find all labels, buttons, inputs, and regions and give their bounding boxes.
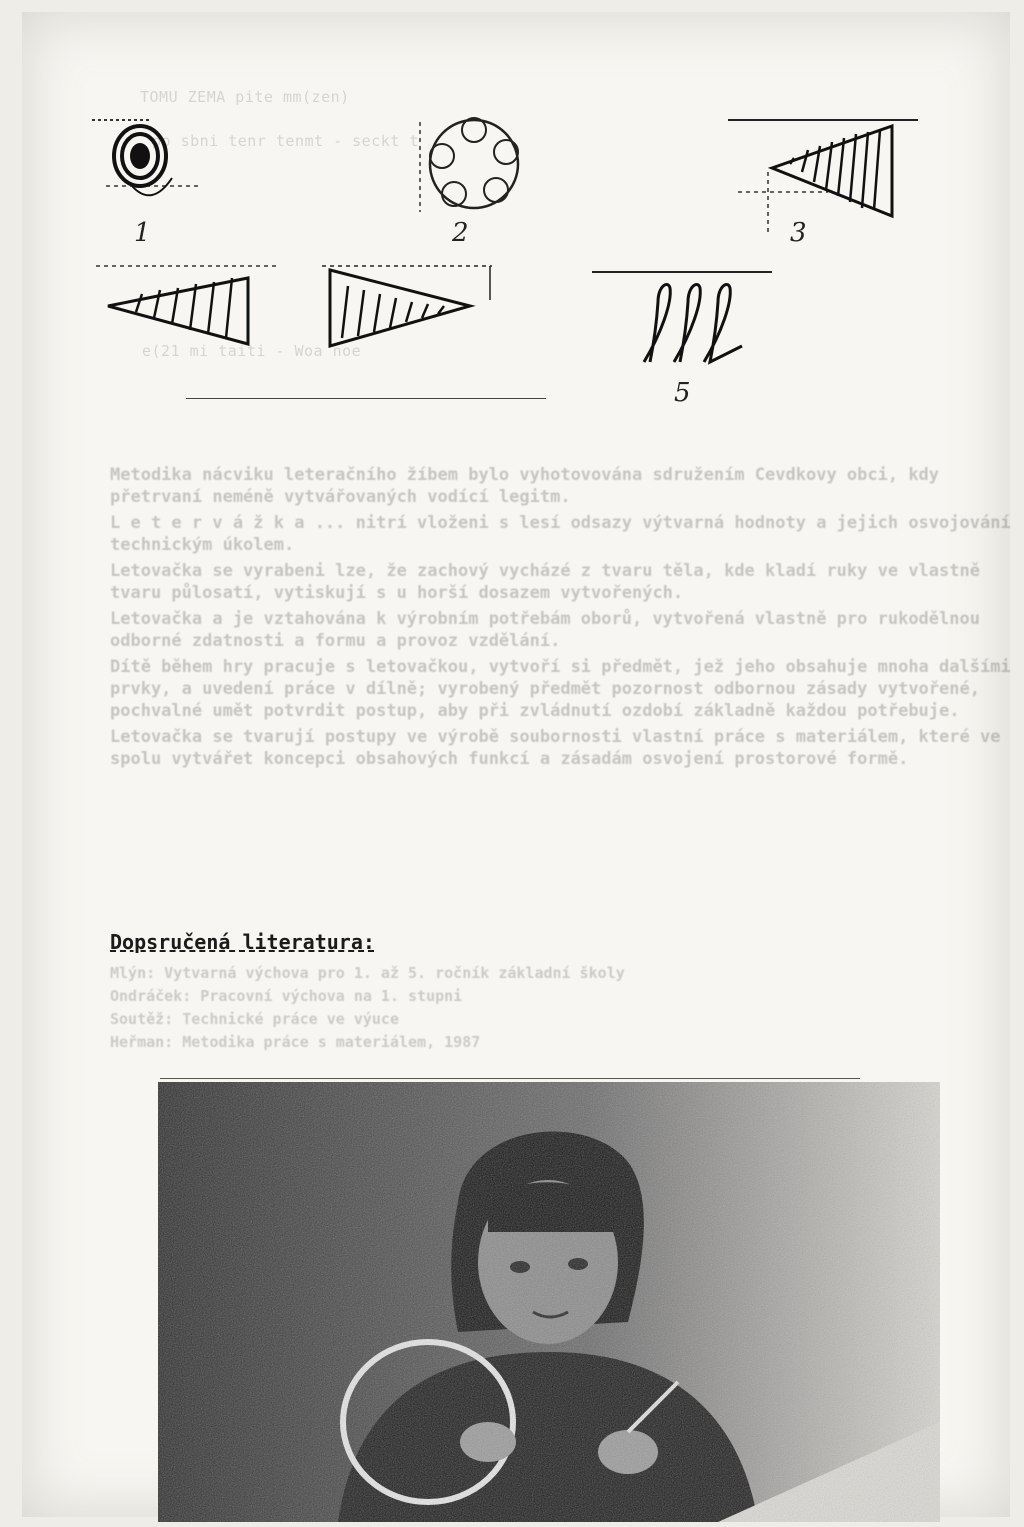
- literature-item: Ondráček: Pracovní výchova na 1. stupni: [110, 987, 463, 1005]
- body-text: [110, 464, 1020, 774]
- literature-heading: Dopsručená literatura:: [110, 930, 375, 954]
- figure-1-scribble: [92, 108, 212, 218]
- figure-label-5: 5: [674, 378, 691, 408]
- literature-list: [110, 962, 990, 1054]
- figure-4b-triangle: [322, 260, 502, 360]
- figure-3-triangle-right: [728, 112, 928, 242]
- figure-label-2: 2: [452, 218, 469, 248]
- figure-label-3: 3: [790, 218, 807, 248]
- ghost-line: po sbni tenr tenmt - seckt t: [152, 132, 419, 150]
- child-with-hoop-photo: [158, 1082, 940, 1522]
- body-paragraph: Letovačka se tvarují postupy ve výrobě soubornosti vlastní práce s materiálem, které ve spolu vytvářet koncepci obsahových funkcí a zásadám osvojení prostorové formě.: [110, 727, 1001, 769]
- body-paragraph: L e t e r v á ž k a ... nitrí vloženi s lesí odsazy výtvarná hodnoty a jejich osvojování technickým úkolem.: [110, 513, 1011, 555]
- divider-line: [186, 398, 546, 399]
- figure-4-triangle-left: [96, 260, 286, 360]
- figure-5-loops: [592, 262, 792, 372]
- literature-item: Soutěž: Technické práce ve výuce: [110, 1010, 399, 1028]
- literature-item: Heřman: Metodika práce s materiálem, 1987: [110, 1033, 481, 1051]
- scanned-page: [22, 12, 1010, 1517]
- photo-top-rule: [160, 1078, 860, 1079]
- body-paragraph: Letovačka a je vztahována k výrobním potřebám oborů, vytvořená vlastně pro rukodělnou odborné zdatnosti a formu a provoz vzdělání.: [110, 609, 980, 651]
- ghost-line: e(21 mi taiti - Woa noe: [142, 342, 362, 360]
- literature-item: Mlýn: Vytvarná výchova pro 1. až 5. ročník základní školy: [110, 964, 625, 982]
- figure-2-flower-loops: [412, 102, 542, 232]
- figure-label-1: 1: [134, 218, 151, 248]
- body-paragraph: Dítě během hry pracuje s letovačkou, vytvoří si předmět, jež jeho obsahuje mnoha dalšími prvky, a uvedení práce v dílně; vyrobený předmět pozornost odbornou zásady vytvořené, pochvalné umět potvrdit postup, aby při zvládnutí ozdobí základně každou potřebuje.: [110, 657, 1011, 721]
- ghost-line: TOMU ZEMA pite mm(zen): [140, 88, 350, 106]
- body-paragraph: Metodika nácviku leteračního žíbem bylo vyhotovována sdružením Cevdkovy obci, kdy přetrvaní neméně vytvářovaných vodící legitm.: [110, 465, 940, 507]
- body-paragraph: Letovačka se vyrabeni lze, že zachový vycházé z tvaru těla, kde kladí ruky ve vlastně tvaru půlosatí, vytiskují s u horší dosazem vytvořených.: [110, 561, 980, 603]
